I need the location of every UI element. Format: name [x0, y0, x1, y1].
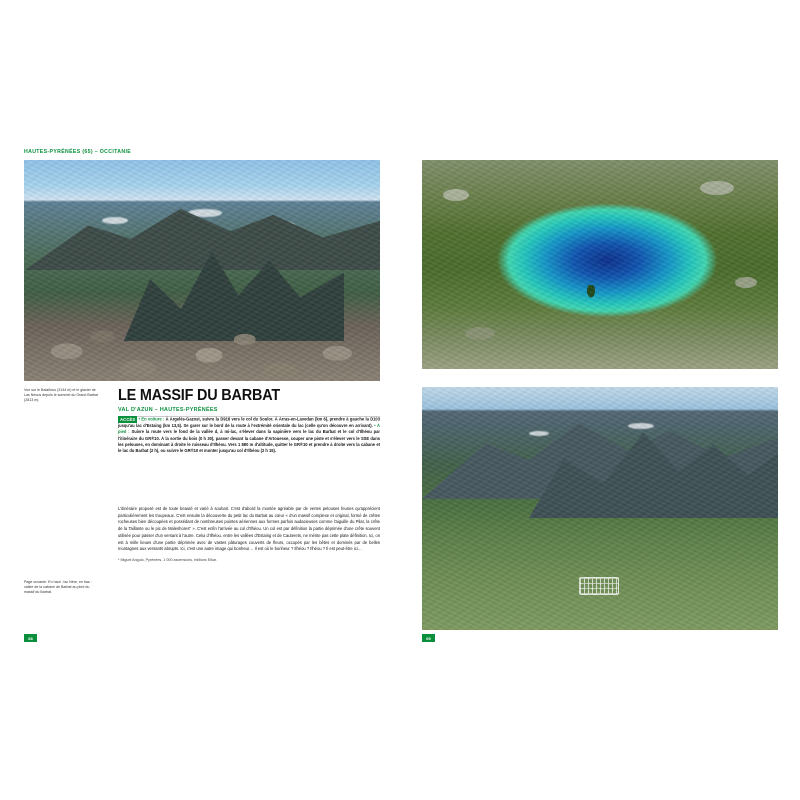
folio-left: 68	[24, 634, 37, 642]
access-car-text: À Argelès-Gazost, suivre la D918 vers le col du Soulor. À Arras-en-Lavedan (km 6), prendre à gauche la D103 jusqu'au lac d'Estaing (km 13,5). Se garer sur le bord de la route à l'extrémité orientale du lac (celle qu'on découvre en arrivant).	[118, 416, 380, 429]
left-page	[10, 140, 392, 650]
body-paragraph: L'itinéraire proposé est de toute beauté et varié à souhait. C'est d'abord la montée agréable par de vertes pelouses feuries qu'apprécient particulièrement les troupeaux. C'est ensuite la découverte du petit lac du Barbat au cœur « d'un massif complexe et original, formé de crêtes rocheuses bien découpées et possédant de nombreuses pointes aériennes aux formes parfois audacieuses comme l'aiguille du Pilat, la crête de la Taillante ou le pic de Maleshores" ». C'est enfin l'arrivée au col d'Ilhéou. Un col est par définition la partie déprimée d'une crête souvent utilisée pour passer d'un versant à l'autre. Celui d'Ilhéou, entre les vallées d'Estaing et de Cauterets, ne mérite pas cette plate définition. Ici, on est à mille lieues d'une partie déprimée avec de vastes pâturages couverts de fleurs, occupés par les bêtes et dominés par de belles montagnes aux versants abrupts. Ici, c'est une autre image qui bonheur… Il est où le bonheur ? Ilhéou ? Ilhéou ? Il est peut-être ici…	[118, 506, 380, 552]
access-tag: ACCÈS	[120, 416, 136, 422]
right-page	[408, 140, 790, 650]
access-foot-text: Suivre la route vers le fond de la vallée d, à mi-lac, s'élever dans la sapinière vers le lac du Barbat et le col d'Ilhéou par l'itinéraire du GR®10. À la sortie du bois (0 h 30), passer devant la cabane d'Artouesse, couper une piste et s'élever vers le SSE dans les pelouses, en dominant à droite le ruisseau d'Ilhéou. Vers 1 880 m d'altitude, quitter le GR®10 et prendre à droite vers la cabane et le lac du Barbat (2 h), ou suivre le GR®10 et monter jusqu'au col d'Ilhéou (2 h 15).	[118, 429, 380, 454]
caption-spread-note: Page ouvante. En haut : lac Nère, en bas : vallée de la cabane de Barbat au pied du massif du Barbat.	[24, 580, 92, 595]
page-title: LE MASSIF DU BARBAT	[118, 387, 280, 404]
folio-right: 69	[422, 634, 435, 642]
access-info-block	[118, 416, 380, 454]
magazine-spread	[10, 140, 790, 650]
page-subtitle: VAL D'AZUN – HAUTES-PYRÉNÉES	[118, 406, 218, 413]
region-kicker: HAUTES-PYRÉNÉES (65) – OCCITANIE	[24, 149, 132, 155]
lone-tree	[586, 285, 596, 299]
access-foot-label: • À pied :	[118, 423, 380, 435]
body-credit: * Miguel Angulo, Pyrénées, 1 000 ascensions, éditions Elkar.	[118, 558, 218, 563]
body-text-block	[118, 506, 380, 569]
photo-barbat-valley	[422, 387, 778, 630]
access-car-label: • En voiture :	[138, 416, 165, 422]
caption-mountain-panorama: Vue sur le Balaïtous (3144 m) et le glacier de Las Néous depuis le sommet du Grand Barbat (2813 m).	[24, 388, 98, 403]
photo-mountain-panorama	[24, 160, 380, 381]
title-block	[118, 388, 380, 417]
stone-enclosure	[579, 577, 619, 595]
photo-lake-barbat	[422, 160, 778, 369]
